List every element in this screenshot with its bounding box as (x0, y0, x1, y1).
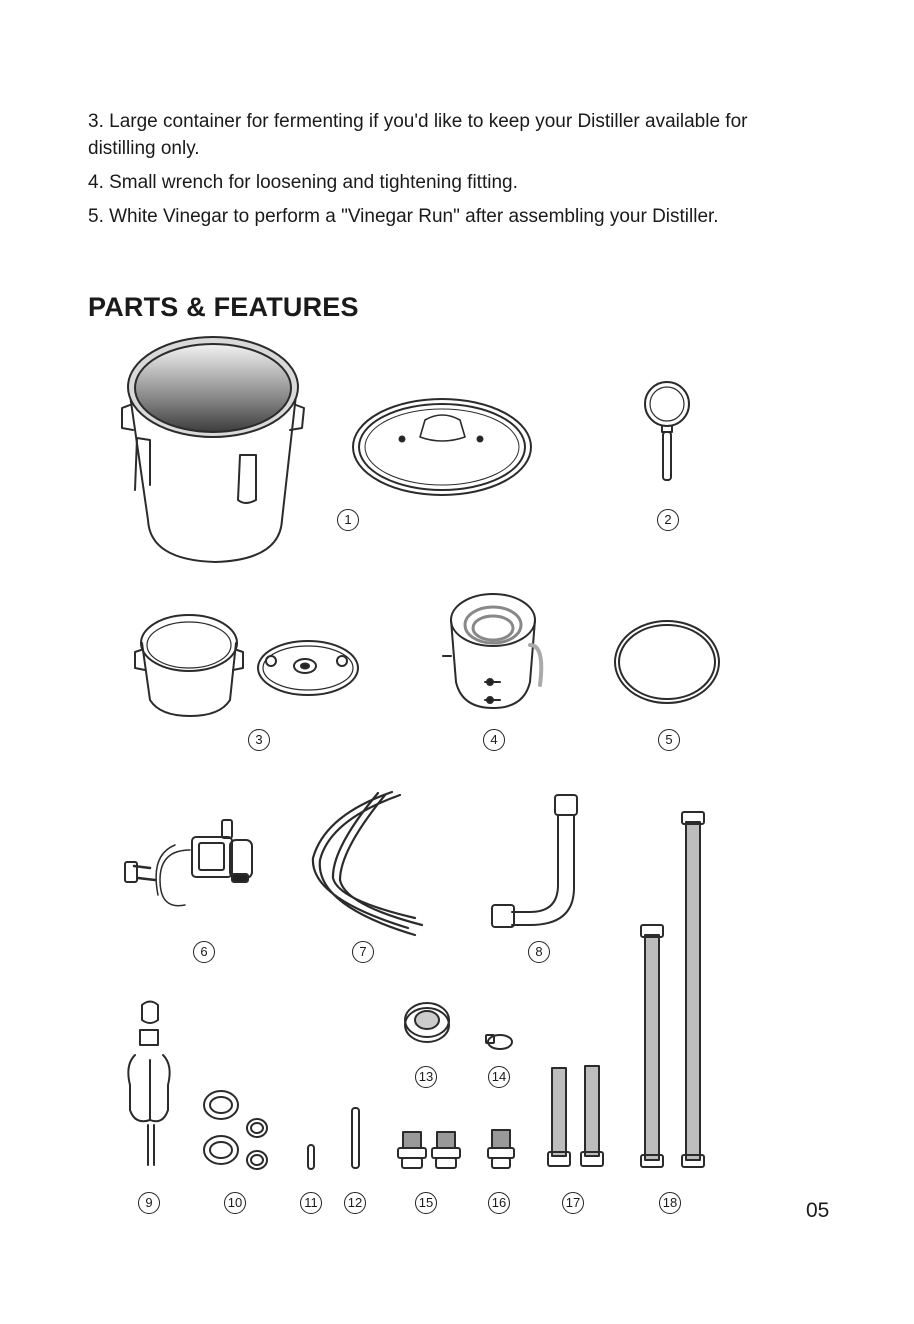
part-number-13: 13 (415, 1066, 437, 1088)
part-number-1: 1 (337, 509, 359, 531)
part-number-2: 2 (657, 509, 679, 531)
still-head-illustration (443, 594, 541, 708)
gasket-ring-illustration (615, 621, 719, 703)
part-number-8: 8 (528, 941, 550, 963)
page-number: 05 (806, 1199, 830, 1222)
part-number-11: 11 (300, 1192, 322, 1214)
part-number-16: 16 (488, 1192, 510, 1214)
intro-item-3: 3. Large container for fermenting if you'd like to keep your Distiller available for distilling only. (88, 111, 748, 159)
part-number-14: 14 (488, 1066, 510, 1088)
lid-illustration (353, 399, 531, 495)
o-rings-illustration (204, 1091, 267, 1169)
large-pot-illustration (122, 337, 304, 562)
part-number-7: 7 (352, 941, 374, 963)
thermometer-illustration (645, 382, 689, 480)
intro-item-4: 4. Small wrench for loosening and tightening fitting. (88, 172, 518, 193)
tubing-illustration (313, 792, 422, 935)
elbow-pipe-illustration (492, 795, 577, 927)
part-number-6: 6 (193, 941, 215, 963)
part-number-10: 10 (224, 1192, 246, 1214)
short-pipes-illustration (548, 1066, 603, 1166)
tape-roll-illustration (405, 1003, 449, 1042)
hose-clamp-illustration (486, 1035, 512, 1049)
part-number-5: 5 (658, 729, 680, 751)
part-number-3: 3 (248, 729, 270, 751)
fittings-illustration (398, 1130, 514, 1168)
part-number-9: 9 (138, 1192, 160, 1214)
part-number-4: 4 (483, 729, 505, 751)
intro-item-5: 5. White Vinegar to perform a "Vinegar Run" after assembling your Distiller. (88, 206, 719, 227)
section-title: PARTS & FEATURES (88, 292, 359, 322)
pump-illustration (125, 820, 252, 906)
short-rod-illustration (308, 1145, 314, 1169)
long-pipes-illustration (641, 812, 704, 1167)
part-number-17: 17 (562, 1192, 584, 1214)
airlock-illustration (128, 1002, 169, 1166)
part-number-15: 15 (415, 1192, 437, 1214)
long-rod-illustration (352, 1108, 359, 1168)
small-pot-illustration (135, 615, 358, 716)
part-number-12: 12 (344, 1192, 366, 1214)
part-number-18: 18 (659, 1192, 681, 1214)
